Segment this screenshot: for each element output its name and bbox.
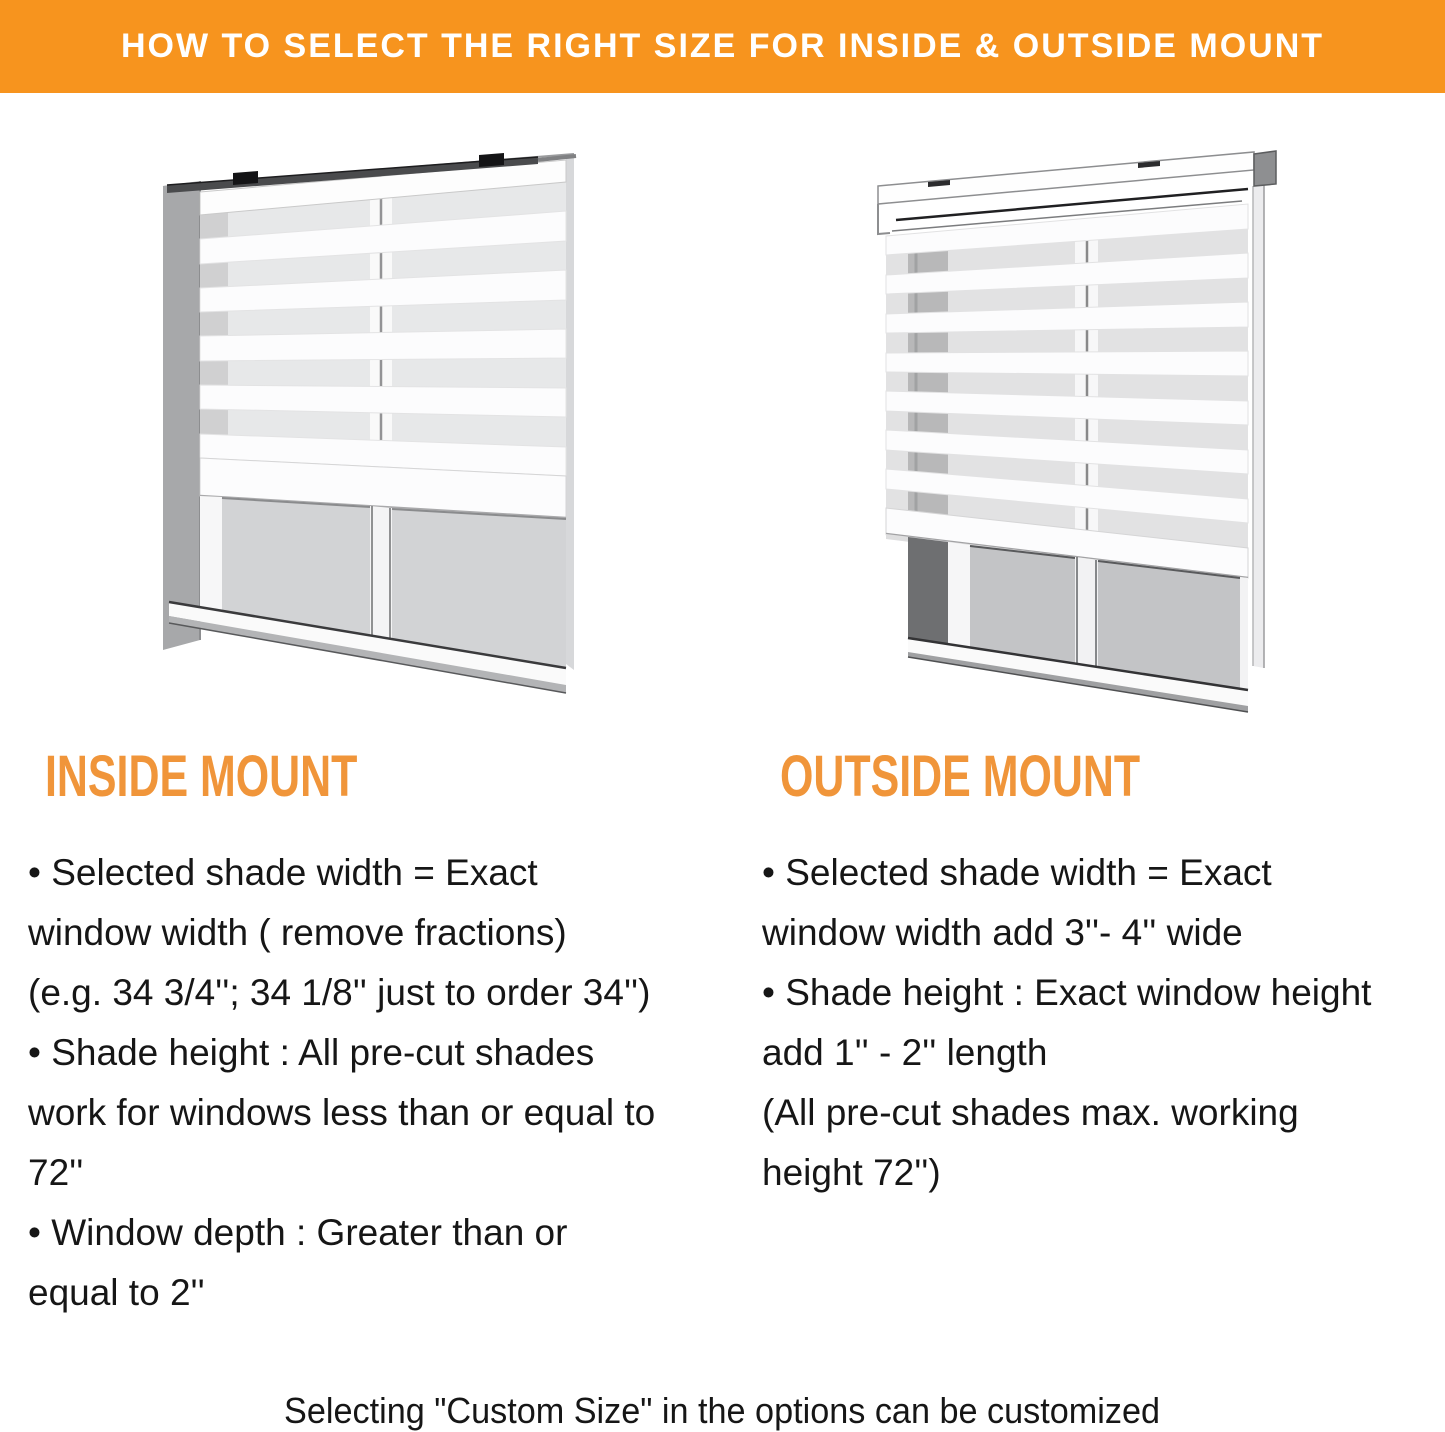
outside-mount-heading [780, 744, 1267, 810]
bullet-line: • Selected shade width = Exact [28, 852, 538, 893]
outside-mount-window-drawing [850, 140, 1370, 720]
bullet-line: • Window depth : Greater than or [28, 1212, 568, 1253]
mounting-bracket [233, 171, 258, 185]
bullet-line: equal to 2'' [28, 1272, 205, 1313]
bullet-line: • Selected shade width = Exact [762, 852, 1272, 893]
end-cap [1254, 151, 1276, 186]
bullet-line: add 1'' - 2'' length [762, 1032, 1048, 1073]
bullet-line: (All pre-cut shades max. working [762, 1092, 1299, 1133]
bullet-line: window width add 3''- 4'' wide [762, 912, 1243, 953]
custom-size-note-text: Selecting "Custom Size" in the options can be customized [284, 1390, 1161, 1431]
window-glass-behind-shade [200, 165, 566, 476]
mounting-bracket [479, 153, 504, 167]
bullet-line: (e.g. 34 3/4''; 34 1/8'' just to order 34'') [28, 972, 651, 1013]
banner [0, 0, 1445, 93]
inside-mount-window-drawing [130, 140, 650, 720]
custom-size-note [0, 1390, 1445, 1432]
outside-mount-instructions [762, 843, 1445, 1203]
bullet-line: height 72'') [762, 1152, 941, 1193]
outside-mount-heading-text: OUTSIDE MOUNT [780, 744, 1141, 809]
bullet-line: 72'' [28, 1152, 84, 1193]
bullet-line: • Shade height : Exact window height [762, 972, 1372, 1013]
bullet-line: work for windows less than or equal to [28, 1092, 656, 1133]
outside-mount-illustration [850, 140, 1370, 720]
inside-mount-instructions [28, 843, 733, 1323]
inside-mount-illustration [130, 140, 650, 720]
banner-title: HOW TO SELECT THE RIGHT SIZE FOR INSIDE & OUTSIDE MOUNT [120, 27, 1325, 65]
bullet-line: window width ( remove fractions) [28, 912, 567, 953]
window-frame [1253, 184, 1264, 668]
bullet-line: • Shade height : All pre-cut shades [28, 1032, 595, 1073]
inside-mount-heading-text: INSIDE MOUNT [45, 744, 358, 809]
inside-mount-heading [45, 744, 467, 810]
